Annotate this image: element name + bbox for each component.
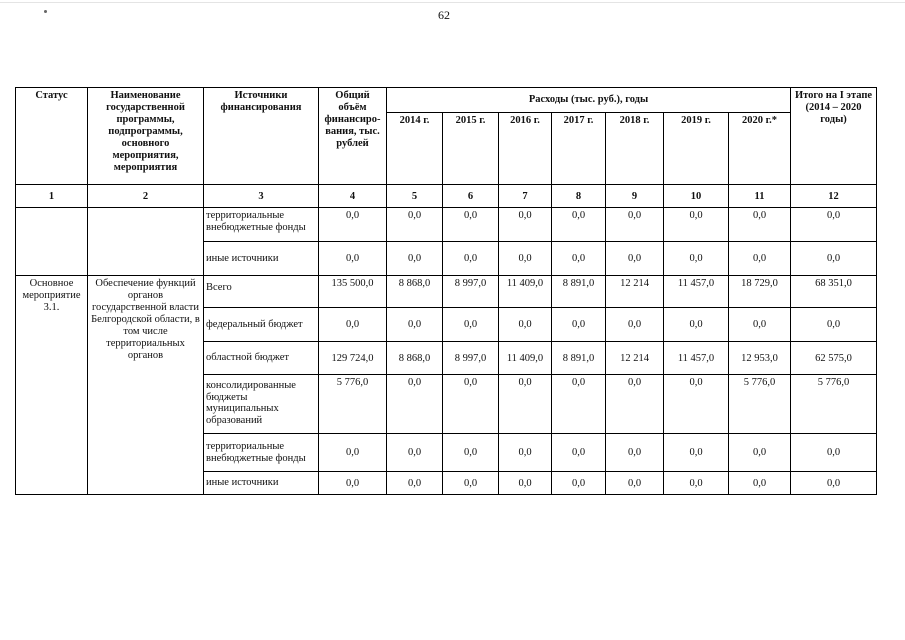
column-number: 6: [443, 185, 499, 208]
value-cell: 5 776,0: [791, 375, 877, 434]
source-cell: консолидированные бюджеты муниципальных образований: [204, 375, 319, 434]
value-cell: 8 868,0: [387, 342, 443, 375]
value-cell: 0,0: [387, 308, 443, 342]
value-cell: 0,0: [664, 434, 729, 472]
value-cell: 0,0: [499, 308, 552, 342]
value-cell: 0,0: [443, 242, 499, 276]
value-cell: 0,0: [791, 208, 877, 242]
value-cell: 0,0: [443, 375, 499, 434]
header-stage-total: Итого на I этапе (2014 – 2020 годы): [791, 88, 877, 185]
header-sources: Источники финансирования: [204, 88, 319, 185]
value-cell: 8 997,0: [443, 342, 499, 375]
source-cell: федеральный бюджет: [204, 308, 319, 342]
value-cell: 11 409,0: [499, 342, 552, 375]
value-cell: 0,0: [552, 242, 606, 276]
table-row: [16, 208, 877, 242]
value-cell: 0,0: [606, 208, 664, 242]
value-cell: 0,0: [319, 242, 387, 276]
value-cell: 62 575,0: [791, 342, 877, 375]
value-cell: 12 214: [606, 276, 664, 308]
value-cell: 8 891,0: [552, 276, 606, 308]
value-cell: 0,0: [499, 375, 552, 434]
value-cell: 0,0: [552, 208, 606, 242]
header-name: Наименование государственной программы, подпрограммы, основного мероприятия, мероприятия: [88, 88, 204, 185]
scan-speck: [44, 10, 47, 13]
value-cell: 0,0: [499, 434, 552, 472]
value-cell: 0,0: [729, 242, 791, 276]
value-cell: 0,0: [606, 434, 664, 472]
header-year: 2018 г.: [606, 113, 664, 185]
value-cell: 0,0: [552, 375, 606, 434]
value-cell: 0,0: [387, 375, 443, 434]
column-number: 1: [16, 185, 88, 208]
value-cell: 129 724,0: [319, 342, 387, 375]
value-cell: 135 500,0: [319, 276, 387, 308]
source-cell: областной бюджет: [204, 342, 319, 375]
header-year: 2016 г.: [499, 113, 552, 185]
column-number: 5: [387, 185, 443, 208]
value-cell: 0,0: [729, 434, 791, 472]
value-cell: 0,0: [791, 472, 877, 495]
value-cell: 0,0: [664, 242, 729, 276]
value-cell: 0,0: [443, 308, 499, 342]
page-number: 62: [438, 8, 450, 22]
column-number: 9: [606, 185, 664, 208]
value-cell: 11 409,0: [499, 276, 552, 308]
value-cell: 8 891,0: [552, 342, 606, 375]
column-number: 11: [729, 185, 791, 208]
status-cell-empty: [16, 208, 88, 276]
value-cell: 0,0: [791, 434, 877, 472]
header-year: 2020 г.*: [729, 113, 791, 185]
value-cell: 11 457,0: [664, 276, 729, 308]
value-cell: 0,0: [387, 242, 443, 276]
header-total: Общий объём финансиро-вания, тыс. рублей: [319, 88, 387, 185]
value-cell: 0,0: [791, 308, 877, 342]
column-number: 3: [204, 185, 319, 208]
value-cell: 0,0: [443, 434, 499, 472]
value-cell: 0,0: [319, 308, 387, 342]
column-number: 8: [552, 185, 606, 208]
value-cell: 0,0: [443, 472, 499, 495]
value-cell: 5 776,0: [319, 375, 387, 434]
value-cell: 0,0: [664, 208, 729, 242]
column-number: 2: [88, 185, 204, 208]
column-number: 7: [499, 185, 552, 208]
source-cell: территориальные внебюджетные фонды: [204, 434, 319, 472]
activity-name: Обеспечение функций органов государственной власти Белгородской области, в том числе территориальных органов: [88, 276, 204, 495]
source-cell: иные источники: [204, 242, 319, 276]
value-cell: 0,0: [606, 375, 664, 434]
value-cell: 0,0: [664, 472, 729, 495]
value-cell: 0,0: [729, 472, 791, 495]
value-cell: 0,0: [443, 208, 499, 242]
value-cell: 0,0: [319, 472, 387, 495]
value-cell: 0,0: [664, 375, 729, 434]
header-expenses: Расходы (тыс. руб.), годы: [387, 88, 791, 113]
column-number-row: [16, 185, 877, 208]
value-cell: 5 776,0: [729, 375, 791, 434]
value-cell: 8 868,0: [387, 276, 443, 308]
value-cell: 0,0: [499, 472, 552, 495]
header-year: 2015 г.: [443, 113, 499, 185]
value-cell: 0,0: [791, 242, 877, 276]
header-status: Статус: [16, 88, 88, 185]
value-cell: 0,0: [552, 308, 606, 342]
value-cell: 0,0: [387, 434, 443, 472]
value-cell: 18 729,0: [729, 276, 791, 308]
value-cell: 12 214: [606, 342, 664, 375]
table-row: [16, 276, 877, 308]
value-cell: 0,0: [319, 208, 387, 242]
value-cell: 0,0: [606, 472, 664, 495]
column-number: 4: [319, 185, 387, 208]
value-cell: 0,0: [729, 308, 791, 342]
column-number: 10: [664, 185, 729, 208]
header-year: 2017 г.: [552, 113, 606, 185]
value-cell: 0,0: [387, 208, 443, 242]
source-cell: территориальные внебюджетные фонды: [204, 208, 319, 242]
value-cell: 12 953,0: [729, 342, 791, 375]
value-cell: 0,0: [499, 208, 552, 242]
value-cell: 0,0: [552, 434, 606, 472]
header-year: 2019 г.: [664, 113, 729, 185]
value-cell: 0,0: [729, 208, 791, 242]
value-cell: 0,0: [387, 472, 443, 495]
value-cell: 0,0: [499, 242, 552, 276]
value-cell: 0,0: [606, 242, 664, 276]
value-cell: 68 351,0: [791, 276, 877, 308]
source-cell: Всего: [204, 276, 319, 308]
budget-table: [15, 87, 877, 495]
activity-status: Основное мероприятие 3.1.: [16, 276, 88, 495]
name-cell-empty: [88, 208, 204, 276]
source-cell: иные источники: [204, 472, 319, 495]
value-cell: 8 997,0: [443, 276, 499, 308]
value-cell: 0,0: [552, 472, 606, 495]
value-cell: 0,0: [664, 308, 729, 342]
value-cell: 0,0: [606, 308, 664, 342]
column-number: 12: [791, 185, 877, 208]
value-cell: 11 457,0: [664, 342, 729, 375]
scan-top-edge: [0, 2, 905, 3]
value-cell: 0,0: [319, 434, 387, 472]
header-year: 2014 г.: [387, 113, 443, 185]
